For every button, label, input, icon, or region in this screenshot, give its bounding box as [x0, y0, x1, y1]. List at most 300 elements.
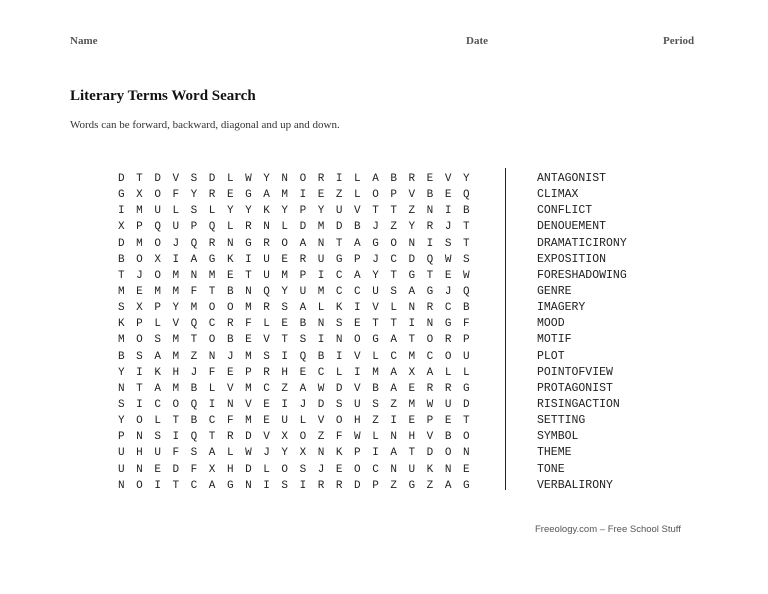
grid-letter: B [190, 415, 198, 428]
grid-letter: Y [118, 366, 125, 379]
grid-letter: I [118, 205, 125, 218]
grid-letter: N [245, 285, 252, 298]
grid-row [118, 397, 481, 413]
grid-letter: C [263, 382, 270, 395]
grid-letter: N [317, 318, 325, 331]
grid-letter: A [444, 479, 452, 492]
grid-letter: M [172, 269, 180, 282]
grid-letter: Z [390, 479, 397, 492]
grid-letter: L [390, 302, 397, 315]
grid-letter: M [372, 366, 379, 379]
grid-letter: G [335, 253, 343, 266]
grid-letter: L [226, 173, 234, 185]
word-list-item: FORESHADOWING [537, 268, 627, 282]
grid-letter: B [354, 221, 361, 234]
word-list-item: IMAGERY [537, 301, 586, 315]
grid-letter: P [136, 221, 143, 234]
grid-letter: N [245, 479, 252, 492]
grid-letter: I [335, 350, 343, 363]
grid-letter: Z [390, 398, 397, 411]
grid-row [118, 203, 481, 219]
grid-letter: A [299, 237, 307, 250]
grid-letter: N [208, 350, 216, 363]
grid-letter: H [281, 366, 289, 379]
grid-letter: R [317, 479, 325, 492]
grid-letter: U [118, 447, 125, 460]
grid-letter: J [136, 269, 143, 282]
grid-letter: P [462, 334, 470, 347]
grid-letter: C [317, 366, 325, 379]
grid-letter: L [208, 205, 216, 218]
grid-letter: M [245, 382, 252, 395]
grid-letter: T [408, 447, 416, 460]
grid-letter: O [444, 447, 452, 460]
grid-letter: Q [154, 221, 161, 234]
word-list-item: MOOD [537, 317, 565, 331]
grid-letter: M [317, 221, 325, 234]
grid-letter: E [408, 382, 416, 395]
grid-letter: E [281, 318, 289, 331]
grid-letter: J [372, 253, 379, 266]
grid-letter: O [136, 479, 143, 492]
grid-letter: M [245, 350, 252, 363]
grid-letter: N [136, 463, 143, 476]
grid-letter: C [372, 463, 379, 476]
grid-letter: R [263, 302, 270, 315]
grid-letter: E [281, 253, 289, 266]
grid-letter: L [263, 318, 270, 331]
grid-letter: A [390, 366, 397, 379]
grid-row [118, 332, 481, 348]
grid-letter: L [354, 173, 361, 185]
grid-letter: V [263, 431, 270, 444]
grid-row [118, 252, 481, 268]
grid-row [118, 381, 481, 397]
grid-letter: C [354, 285, 361, 298]
grid-letter: Y [172, 302, 180, 315]
grid-letter: I [317, 269, 325, 282]
grid-letter: L [444, 366, 452, 379]
grid-letter: L [172, 205, 180, 218]
grid-letter: M [245, 302, 252, 315]
grid-letter: I [372, 447, 379, 460]
grid-row [118, 300, 481, 316]
grid-letter: V [172, 318, 180, 331]
grid-letter: O [426, 334, 434, 347]
grid-letter: A [372, 173, 379, 185]
grid-letter: O [136, 415, 143, 428]
grid-letter: T [172, 415, 180, 428]
grid-letter: L [263, 463, 270, 476]
grid-letter: C [208, 318, 216, 331]
grid-letter: P [118, 431, 125, 444]
grid-letter: N [408, 237, 416, 250]
grid-letter: O [154, 189, 161, 202]
grid-letter: N [390, 431, 397, 444]
grid-letter: G [372, 237, 379, 250]
grid-letter: X [281, 431, 289, 444]
grid-letter: T [172, 479, 180, 492]
grid-letter: N [317, 237, 325, 250]
grid-letter: T [372, 318, 379, 331]
name-label: Name [70, 35, 98, 47]
grid-letter: D [245, 463, 252, 476]
grid-row [118, 171, 481, 187]
grid-letter: L [226, 221, 234, 234]
grid-letter: G [372, 334, 379, 347]
grid-letter: N [226, 237, 234, 250]
period-label: Period [663, 35, 695, 47]
grid-letter: S [118, 398, 125, 411]
grid-letter: C [190, 479, 198, 492]
grid-letter: G [226, 479, 234, 492]
grid-letter: S [190, 447, 198, 460]
grid-letter: T [136, 173, 143, 185]
word-list-item: EXPOSITION [537, 252, 607, 266]
grid-letter: I [172, 253, 180, 266]
grid-letter: A [408, 285, 416, 298]
grid-letter: Q [462, 285, 470, 298]
grid-letter: O [154, 237, 161, 250]
grid-letter: I [354, 366, 361, 379]
grid-letter: I [136, 366, 143, 379]
grid-letter: B [444, 431, 452, 444]
grid-letter: O [372, 189, 379, 202]
grid-letter: X [136, 302, 143, 315]
grid-letter: P [154, 302, 161, 315]
grid-letter: B [190, 382, 198, 395]
grid-letter: Y [226, 205, 234, 218]
grid-letter: X [136, 189, 143, 202]
grid-letter: I [408, 318, 416, 331]
grid-letter: J [172, 237, 180, 250]
grid-letter: F [190, 285, 198, 298]
grid-row [118, 219, 481, 235]
grid-letter: C [335, 285, 343, 298]
grid-letter: M [118, 334, 125, 347]
grid-letter: Q [299, 350, 307, 363]
grid-letter: R [426, 302, 434, 315]
grid-letter: O [354, 334, 361, 347]
grid-letter: M [190, 302, 198, 315]
grid-letter: O [444, 350, 452, 363]
grid-letter: C [444, 302, 452, 315]
grid-letter: P [390, 189, 397, 202]
grid-letter: I [281, 398, 289, 411]
grid-letter: O [390, 237, 397, 250]
grid-letter: J [263, 447, 270, 460]
grid-letter: G [408, 479, 416, 492]
grid-letter: X [299, 447, 307, 460]
grid-letter: L [372, 431, 379, 444]
grid-letter: D [317, 398, 325, 411]
grid-letter: N [118, 382, 125, 395]
grid-letter: O [136, 253, 143, 266]
grid-letter: U [172, 221, 180, 234]
grid-letter: E [154, 463, 161, 476]
grid-row [118, 429, 481, 445]
grid-letter: U [263, 253, 270, 266]
grid-letter: T [408, 334, 416, 347]
grid-row [118, 365, 481, 381]
date-label: Date [466, 35, 488, 47]
grid-letter: D [172, 463, 180, 476]
grid-letter: D [335, 221, 343, 234]
grid-letter: P [354, 253, 361, 266]
grid-letter: Y [462, 173, 470, 185]
grid-letter: E [426, 173, 434, 185]
grid-letter: R [444, 334, 452, 347]
word-list-item: PLOT [537, 349, 565, 363]
grid-letter: M [154, 285, 161, 298]
grid-letter: A [299, 382, 307, 395]
grid-letter: L [354, 189, 361, 202]
grid-letter: A [208, 447, 216, 460]
word-list-item: THEME [537, 446, 572, 460]
grid-letter: B [462, 205, 470, 218]
grid-letter: I [208, 398, 216, 411]
grid-letter: R [245, 221, 252, 234]
grid-letter: S [154, 431, 161, 444]
grid-letter: L [281, 221, 289, 234]
grid-letter: O [281, 237, 289, 250]
word-list [537, 171, 627, 494]
grid-letter: L [208, 382, 216, 395]
grid-letter: M [281, 189, 289, 202]
grid-letter: G [245, 189, 252, 202]
grid-letter: M [408, 350, 416, 363]
grid-letter: Q [462, 189, 470, 202]
grid-letter: O [154, 269, 161, 282]
grid-letter: Z [317, 431, 325, 444]
grid-letter: J [444, 285, 452, 298]
grid-letter: C [390, 253, 397, 266]
word-list-item: POINTOFVIEW [537, 365, 613, 379]
grid-letter: Q [190, 398, 198, 411]
grid-letter: R [426, 221, 434, 234]
grid-letter: H [136, 447, 143, 460]
grid-row [118, 413, 481, 429]
grid-letter: T [462, 237, 470, 250]
grid-letter: W [426, 398, 434, 411]
word-list-item: DRAMATICIRONY [537, 236, 627, 250]
grid-letter: B [390, 173, 397, 185]
grid-letter: V [444, 173, 452, 185]
grid-letter: J [317, 463, 325, 476]
grid-letter: R [317, 173, 325, 185]
grid-letter: W [462, 269, 470, 282]
grid-letter: S [372, 398, 379, 411]
grid-letter: M [136, 237, 143, 250]
grid-letter: U [263, 269, 270, 282]
grid-letter: E [263, 415, 270, 428]
grid-letter: S [299, 463, 307, 476]
grid-letter: X [208, 463, 216, 476]
grid-letter: Q [263, 285, 270, 298]
grid-letter: U [299, 285, 307, 298]
grid-letter: I [281, 350, 289, 363]
grid-letter: O [281, 463, 289, 476]
grid-letter: T [335, 237, 343, 250]
grid-letter: R [426, 382, 434, 395]
grid-row [118, 316, 481, 332]
grid-letter: F [190, 463, 198, 476]
grid-letter: Q [190, 237, 198, 250]
grid-letter: A [263, 189, 270, 202]
grid-letter: K [118, 318, 125, 331]
grid-letter: S [118, 302, 125, 315]
grid-letter: T [190, 334, 198, 347]
grid-letter: Y [281, 205, 289, 218]
grid-letter: E [335, 463, 343, 476]
grid-letter: M [136, 205, 143, 218]
grid-letter: O [136, 334, 143, 347]
grid-letter: A [154, 350, 161, 363]
grid-letter: I [335, 173, 343, 185]
grid-letter: H [408, 431, 416, 444]
grid-letter: R [226, 318, 234, 331]
grid-letter: V [245, 398, 252, 411]
grid-letter: M [281, 269, 289, 282]
grid-letter: S [154, 334, 161, 347]
grid-letter: M [172, 334, 180, 347]
word-list-item: CONFLICT [537, 204, 593, 218]
grid-letter: O [226, 302, 234, 315]
grid-letter: S [281, 302, 289, 315]
grid-letter: C [426, 350, 434, 363]
grid-letter: Z [190, 350, 198, 363]
grid-letter: B [226, 334, 234, 347]
grid-letter: K [335, 302, 343, 315]
grid-letter: F [208, 366, 216, 379]
grid-letter: J [444, 221, 452, 234]
grid-letter: D [462, 398, 470, 411]
grid-letter: L [372, 350, 379, 363]
grid-letter: I [299, 479, 307, 492]
grid-letter: X [118, 221, 125, 234]
grid-letter: A [390, 382, 397, 395]
grid-letter: N [317, 447, 325, 460]
grid-letter: M [317, 285, 325, 298]
grid-letter: B [317, 350, 325, 363]
grid-letter: L [462, 366, 470, 379]
grid-letter: O [299, 173, 307, 185]
grid-letter: O [462, 431, 470, 444]
grid-letter: M [172, 350, 180, 363]
grid-letter: D [154, 173, 161, 185]
grid-letter: I [390, 415, 397, 428]
grid-letter: I [245, 253, 252, 266]
grid-letter: Y [118, 415, 125, 428]
grid-letter: D [118, 237, 125, 250]
grid-letter: U [444, 398, 452, 411]
grid-letter: V [354, 205, 361, 218]
grid-letter: R [408, 173, 416, 185]
grid-letter: B [226, 285, 234, 298]
grid-letter: G [462, 382, 470, 395]
grid-letter: S [335, 398, 343, 411]
grid-letter: G [444, 318, 452, 331]
grid-letter: R [299, 253, 307, 266]
grid-row [118, 236, 481, 252]
grid-letter: T [462, 415, 470, 428]
grid-letter: L [226, 447, 234, 460]
grid-letter: J [372, 221, 379, 234]
grid-letter: S [281, 479, 289, 492]
grid-letter: N [462, 447, 470, 460]
grid-letter: T [136, 382, 143, 395]
grid-letter: B [118, 350, 125, 363]
grid-letter: A [154, 382, 161, 395]
grid-letter: L [154, 415, 161, 428]
grid-letter: E [444, 415, 452, 428]
grid-letter: R [444, 382, 452, 395]
grid-letter: G [426, 285, 434, 298]
footer-credit: Freeology.com – Free School Stuff [535, 524, 681, 535]
grid-letter: S [335, 318, 343, 331]
grid-letter: D [335, 382, 343, 395]
word-list-item: VERBALIRONY [537, 478, 613, 492]
grid-letter: V [354, 350, 361, 363]
grid-letter: U [335, 205, 343, 218]
grid-letter: E [317, 189, 325, 202]
grid-letter: O [172, 398, 180, 411]
grid-letter: I [136, 398, 143, 411]
grid-letter: P [426, 415, 434, 428]
grid-letter: B [118, 253, 125, 266]
grid-letter: E [136, 285, 143, 298]
grid-letter: G [462, 479, 470, 492]
grid-letter: R [263, 366, 270, 379]
grid-letter: L [317, 302, 325, 315]
grid-letter: A [354, 269, 361, 282]
word-list-item: MOTIF [537, 333, 572, 347]
grid-letter: E [299, 366, 307, 379]
grid-row [118, 445, 481, 461]
grid-letter: U [372, 285, 379, 298]
grid-letter: N [390, 463, 397, 476]
grid-letter: E [226, 366, 234, 379]
grid-letter: Y [263, 173, 270, 185]
grid-letter: D [408, 253, 416, 266]
grid-letter: Z [372, 415, 379, 428]
worksheet-title: Literary Terms Word Search [70, 88, 256, 104]
grid-letter: D [245, 431, 252, 444]
grid-letter: B [462, 302, 470, 315]
grid-letter: Y [245, 205, 252, 218]
grid-letter: Q [190, 431, 198, 444]
grid-letter: K [226, 253, 234, 266]
grid-letter: N [118, 479, 125, 492]
grid-letter: E [408, 415, 416, 428]
grid-letter: U [317, 253, 325, 266]
grid-row [118, 268, 481, 284]
grid-letter: H [354, 415, 361, 428]
grid-letter: M [118, 285, 125, 298]
grid-letter: U [154, 205, 161, 218]
grid-letter: C [335, 269, 343, 282]
grid-letter: U [408, 463, 416, 476]
grid-letter: M [208, 269, 216, 282]
grid-letter: P [136, 318, 143, 331]
word-list-item: TONE [537, 462, 565, 476]
grid-letter: A [208, 479, 216, 492]
grid-letter: R [263, 237, 270, 250]
grid-letter: S [462, 253, 470, 266]
grid-letter: L [154, 318, 161, 331]
grid-letter: H [172, 366, 180, 379]
grid-letter: S [263, 350, 270, 363]
